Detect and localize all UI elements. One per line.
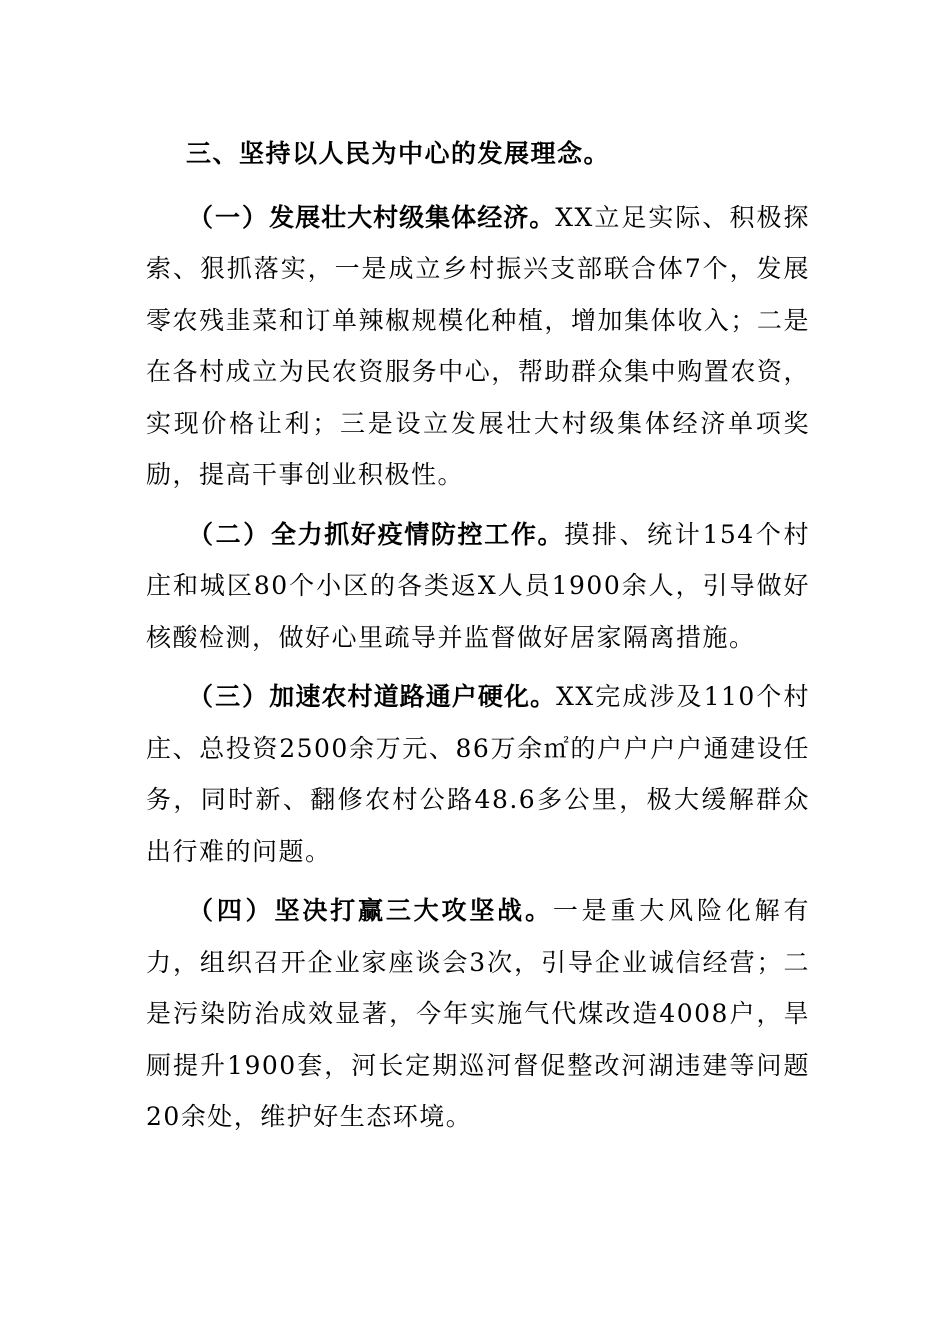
paragraph-title: 加速农村道路通户硬化。 — [269, 682, 557, 711]
paragraph-number: （一） — [188, 202, 270, 232]
paragraph-text: XX立足实际、积极探索、狠抓落实，一是成立乡村振兴支部联合体7个，发展零农残韭菜和订单辣椒规模化种植，增加集体收入；二是在各村成立为民农资服务中心，帮助群众集中购置农资，实现价格让利；三是设立发展壮大村级集体经济单项奖励，提高干事创业积极性。 — [146, 202, 810, 489]
paragraph-text: 一是重大风险化解有力，组织召开企业家座谈会3次，引导企业诚信经营；二是污染防治成效显著，今年实施气代煤改造4008户，旱厕提升1900套，河长定期巡河督促整改河湖违建等问题20余处，维护好生态环境。 — [146, 896, 811, 1131]
paragraph-4 — [146, 885, 810, 1143]
paragraph-title: 坚决打赢三大攻坚战。 — [274, 896, 553, 925]
paragraph-text: 摸排、统计154个村庄和城区80个小区的各类返X人员1900余人，引导做好核酸检测，做好心里疏导并监督做好居家隔离措施。 — [146, 519, 810, 652]
paragraph-2 — [146, 509, 810, 664]
paragraph-1 — [146, 192, 810, 501]
paragraph-number: （四） — [188, 896, 275, 925]
paragraph-text: XX完成涉及110个村庄、总投资2500余万元、86万余㎡的户户户户通建设任务，同时新、翻修农村公路48.6多公里，极大缓解群众出行难的问题。 — [146, 682, 810, 866]
paragraph-number: （三） — [188, 682, 270, 711]
paragraph-title: 发展壮大村级集体经济。 — [269, 202, 556, 232]
paragraph-3 — [146, 671, 810, 877]
document-body — [146, 128, 810, 1143]
paragraph-number: （二） — [188, 519, 271, 549]
paragraph-title: 全力抓好疫情防控工作。 — [270, 519, 565, 549]
section-heading: 三、坚持以人民为中心的发展理念。 — [186, 139, 611, 168]
